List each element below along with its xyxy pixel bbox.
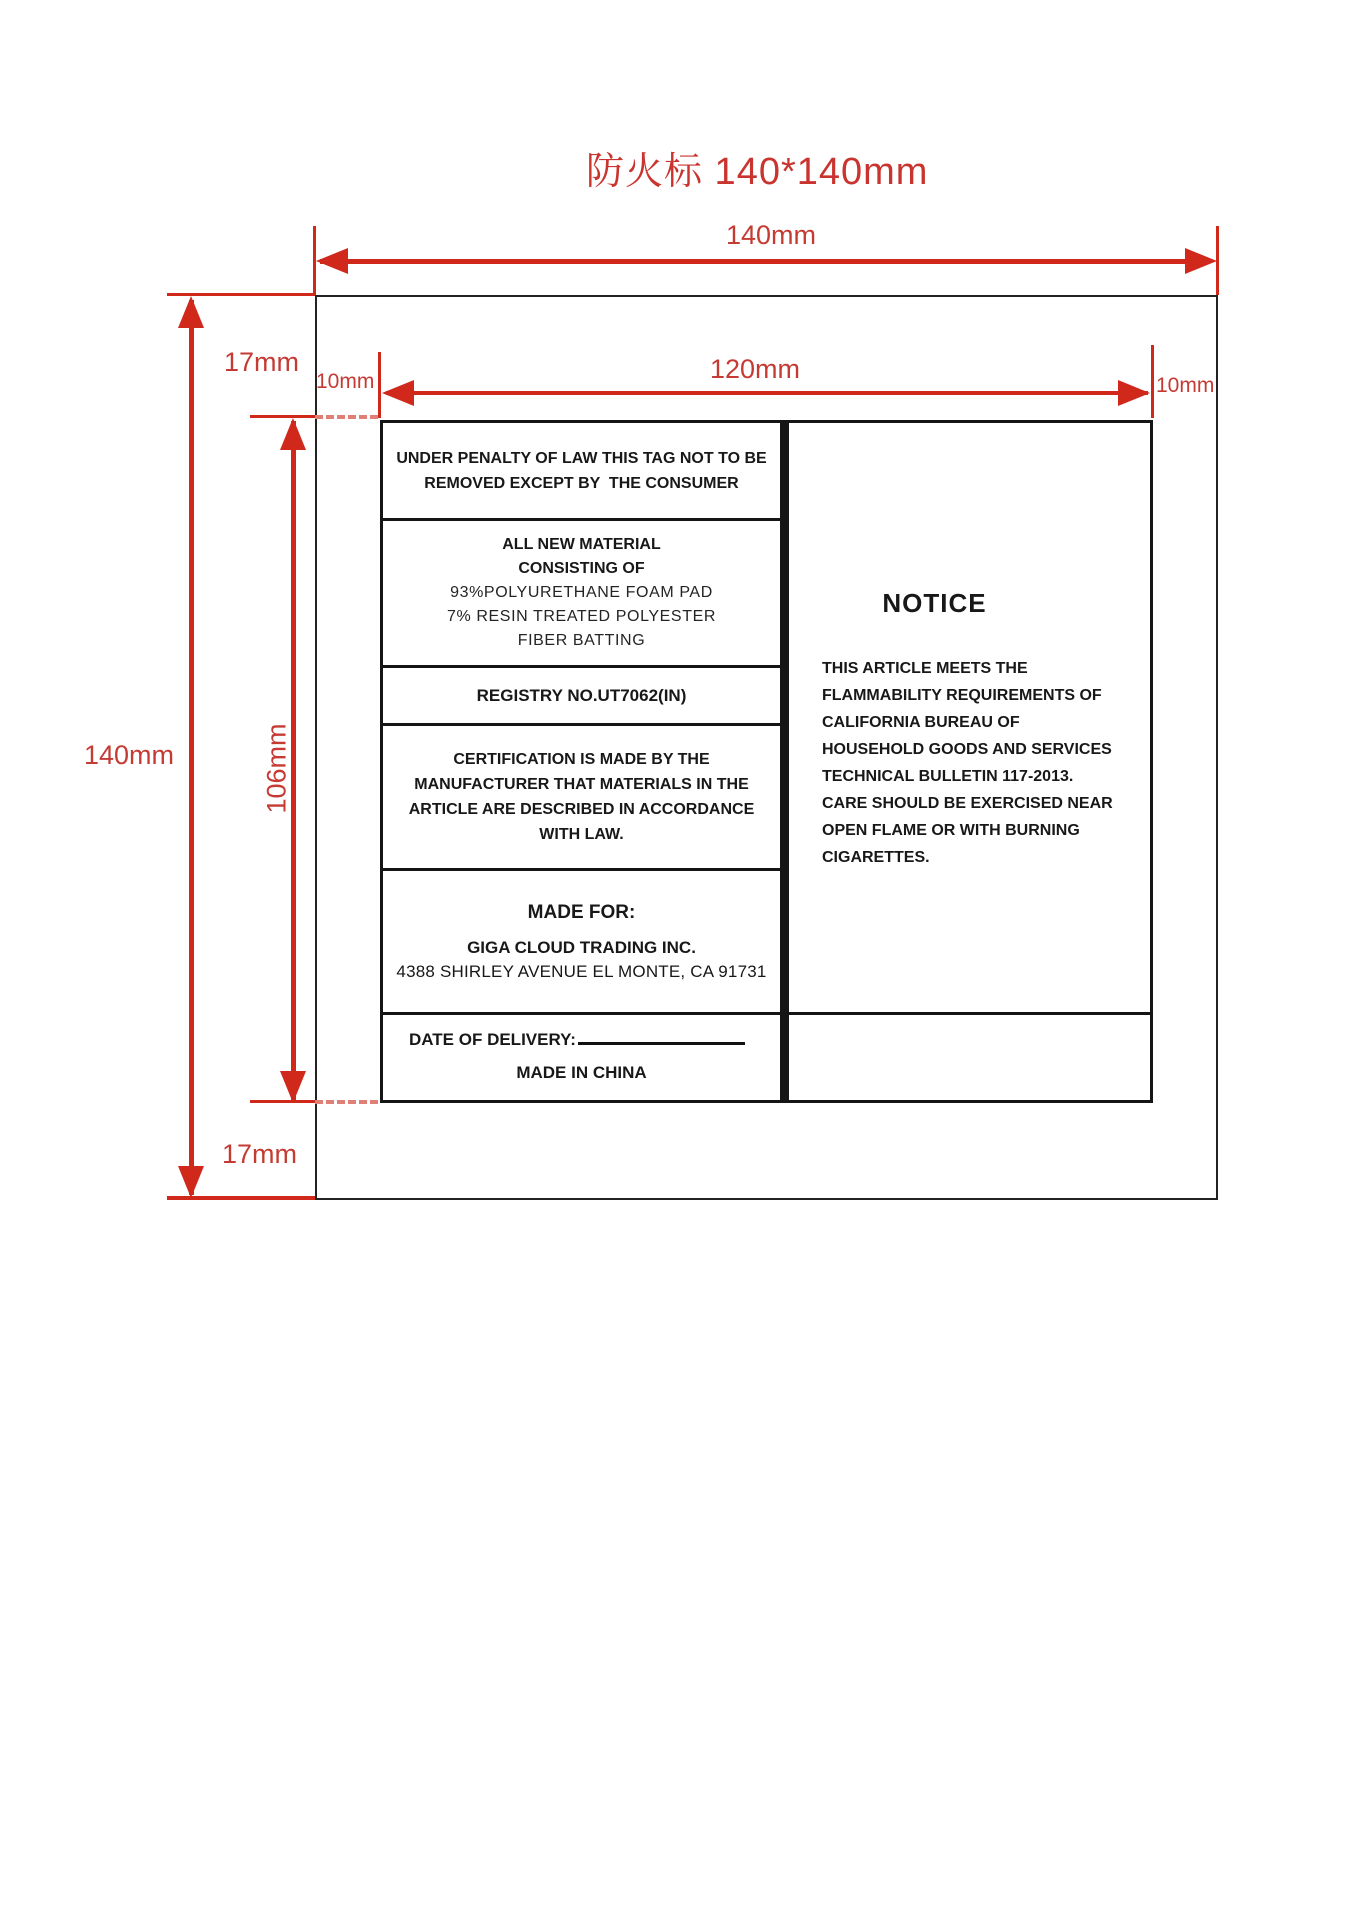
dim-extension-line <box>167 1196 315 1200</box>
notice-cell <box>789 423 1150 1012</box>
registry-number: REGISTRY NO.UT7062(IN) <box>476 685 687 705</box>
delivery-blank-line <box>578 1028 745 1045</box>
certification-cell <box>383 726 780 868</box>
dim-label-inner-height-106mm: 106mm <box>261 723 292 814</box>
dim-label-width-140mm: 140mm <box>726 220 817 250</box>
made-for-cell <box>383 871 780 1012</box>
dim-dashed-line <box>315 415 378 419</box>
material-content-line: FIBER BATTING <box>517 632 646 649</box>
notice-line: HOUSEHOLD GOODS AND SERVICES <box>822 741 1112 758</box>
notice-line: CIGARETTES. <box>822 849 930 866</box>
arrowhead-down-icon <box>178 1166 204 1198</box>
material-heading-line: ALL NEW MATERIAL <box>502 536 661 553</box>
registry-cell <box>383 668 780 723</box>
dim-dashed-line <box>315 1100 378 1104</box>
certification-line: MANUFACTURER THAT MATERIALS IN THE <box>414 776 749 793</box>
dim-label-margin-bottom-17mm: 17mm <box>222 1139 298 1169</box>
certification-line: WITH LAW. <box>539 826 624 843</box>
dim-label-inner-width-120mm: 120mm <box>710 354 801 384</box>
company-name: GIGA CLOUD TRADING INC. <box>467 937 696 957</box>
arrowhead-right-icon <box>1185 248 1217 274</box>
dim-label-margin-left-10mm: 10mm <box>316 370 375 393</box>
dim-label-margin-top-17mm: 17mm <box>224 347 300 377</box>
arrowhead-left-icon <box>382 380 414 406</box>
arrowhead-right-icon <box>1118 380 1150 406</box>
arrowhead-down-icon <box>280 1071 306 1103</box>
penalty-cell <box>383 423 780 518</box>
made-in-china: MADE IN CHINA <box>516 1063 647 1082</box>
delivery-cell <box>383 1015 780 1100</box>
dim-extension-line <box>167 293 315 296</box>
dim-extension-line <box>313 226 316 295</box>
certification-line: CERTIFICATION IS MADE BY THE <box>453 751 710 768</box>
company-address: 4388 SHIRLEY AVENUE EL MONTE, CA 91731 <box>396 961 767 981</box>
dim-extension-line <box>1151 345 1154 418</box>
notice-line: OPEN FLAME OR WITH BURNING <box>822 822 1080 839</box>
dim-extension-line <box>378 352 381 418</box>
material-content-line: 93%POLYURETHANE FOAM PAD <box>450 584 713 601</box>
penalty-line: REMOVED EXCEPT BY THE CONSUMER <box>424 474 739 492</box>
certification-line: ARTICLE ARE DESCRIBED IN ACCORDANCE <box>408 801 755 818</box>
dim-label-margin-right-10mm: 10mm <box>1156 374 1215 397</box>
made-for-heading: MADE FOR: <box>527 901 636 923</box>
empty-cell <box>789 1015 1150 1100</box>
dim-140mm-left-line <box>189 300 194 1195</box>
notice-line: CALIFORNIA BUREAU OF <box>822 714 1020 731</box>
dim-extension-line <box>250 415 315 418</box>
dim-extension-line <box>250 1100 315 1103</box>
arrowhead-left-icon <box>316 248 348 274</box>
dim-120mm-line <box>386 391 1148 395</box>
date-of-delivery-label: DATE OF DELIVERY: <box>409 1030 576 1049</box>
law-label <box>380 420 1153 1103</box>
notice-body <box>789 655 1150 871</box>
arrowhead-up-icon <box>178 296 204 328</box>
material-content-line: 7% RESIN TREATED POLYESTER <box>447 608 716 625</box>
material-cell <box>383 521 780 665</box>
page-title: 防火标 140*140mm <box>586 151 929 193</box>
dim-label-height-140mm: 140mm <box>84 740 175 770</box>
notice-line: CARE SHOULD BE EXERCISED NEAR <box>822 795 1113 812</box>
material-heading-line: CONSISTING OF <box>518 560 645 577</box>
penalty-line: UNDER PENALTY OF LAW THIS TAG NOT TO BE <box>396 449 767 467</box>
notice-line: FLAMMABILITY REQUIREMENTS OF <box>822 687 1102 704</box>
notice-heading: NOTICE <box>882 588 987 618</box>
notice-line: TECHNICAL BULLETIN 117-2013. <box>822 768 1074 785</box>
notice-line: THIS ARTICLE MEETS THE <box>822 660 1028 677</box>
dim-extension-line <box>1216 226 1219 295</box>
dim-140mm-top-line <box>320 259 1198 264</box>
arrowhead-up-icon <box>280 418 306 450</box>
